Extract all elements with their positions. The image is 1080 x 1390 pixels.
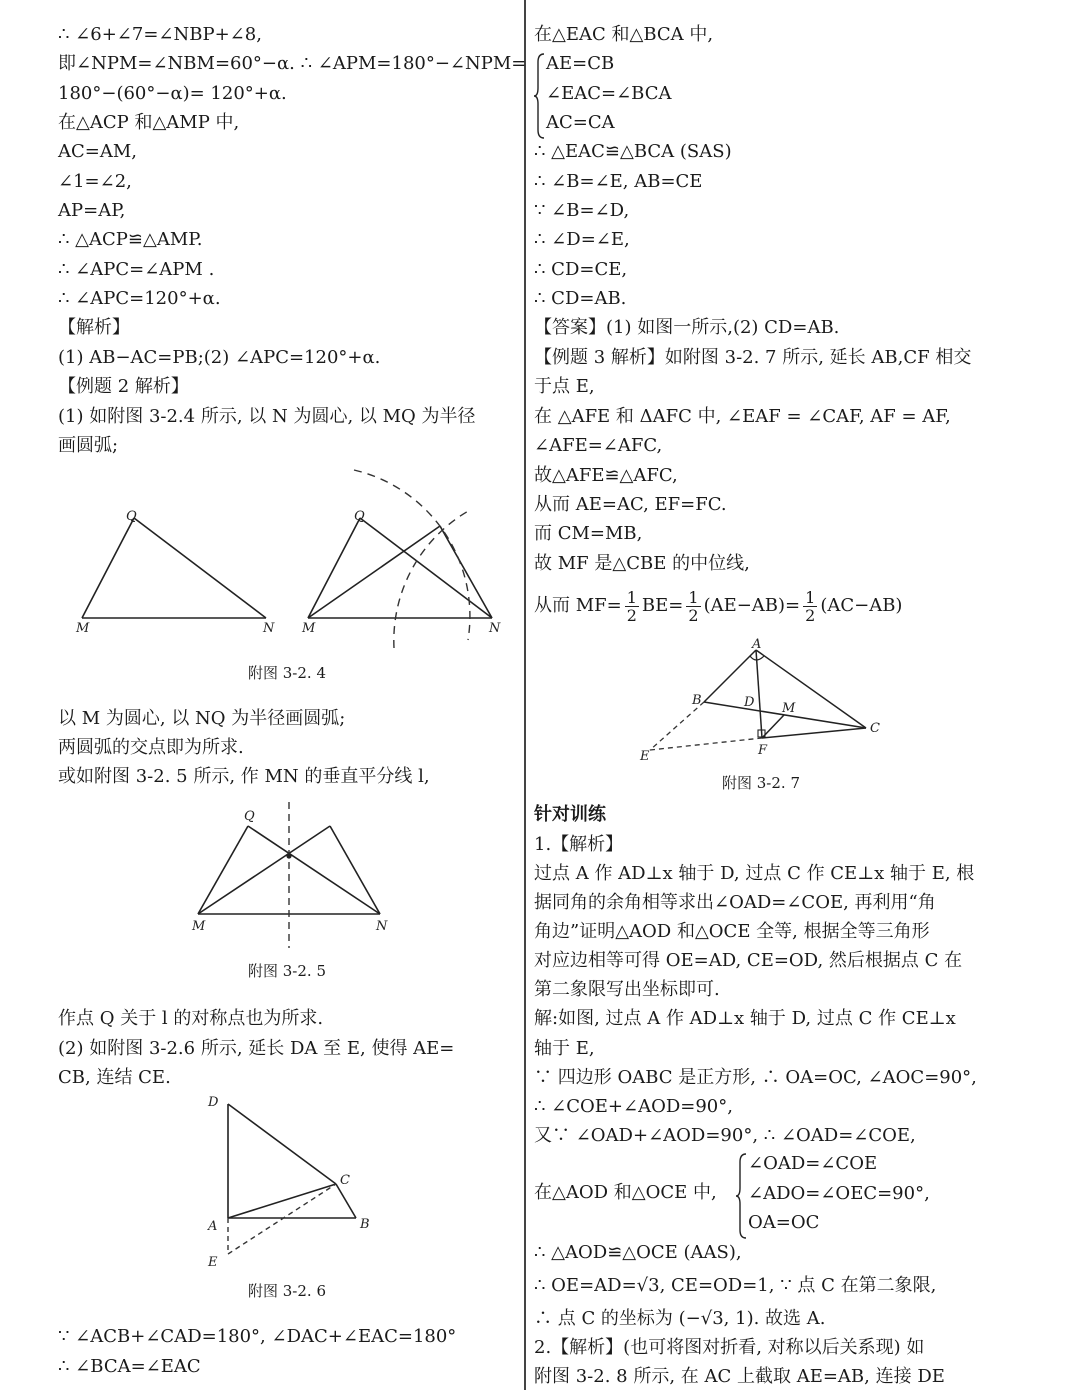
left-brace-icon — [736, 1152, 748, 1240]
text-line: 角边”证明△AOD 和△OCE 全等, 根据全等三角形 — [534, 921, 930, 942]
eq-text: 从而 MF= — [534, 595, 622, 616]
text-line: 于点 E, — [534, 376, 595, 397]
text-line: 过点 A 作 AD⊥x 轴于 D, 过点 C 作 CE⊥x 轴于 E, 根 — [534, 863, 975, 884]
text-line: 画圆弧; — [58, 435, 119, 456]
text-line: (1) 如附图 3-2.4 所示, 以 N 为圆心, 以 MQ 为半径 — [58, 406, 476, 427]
text-line: 对应边相等可得 OE=AD, CE=OD, 然后根据点 C 在 — [534, 950, 963, 971]
label-n: N — [263, 621, 275, 636]
text-line: 以 M 为圆心, 以 NQ 为半径画圆弧; — [58, 708, 346, 729]
text-line: ∴ ∠B=∠E, AB=CE — [534, 171, 703, 192]
equation-line: AE=CB — [546, 53, 615, 74]
equation-system — [534, 52, 734, 140]
section-title: 针对训练 — [534, 804, 606, 825]
equation-line: OA=OC — [748, 1212, 820, 1233]
text-line: 180°−(60°−α)= 120°+α. — [58, 83, 287, 104]
text-line: 在 △AFE 和 ΔAFC 中, ∠EAF = ∠CAF, AF = AF, — [534, 406, 951, 427]
text-line: 2.【解析】(也可将图对折看, 对称以后关系现) 如 — [534, 1337, 925, 1358]
text-line: ∵ 四边形 OABC 是正方形, ∴ OA=OC, ∠AOC=90°, — [534, 1067, 977, 1088]
equation-line: ∠EAC=∠BCA — [546, 83, 672, 104]
label-b: B — [692, 693, 702, 708]
text-line: ∴ CD=AB. — [534, 288, 627, 309]
label-n: N — [489, 621, 501, 636]
text-line: 解:如图, 过点 A 作 AD⊥x 轴于 D, 过点 C 作 CE⊥x — [534, 1008, 956, 1029]
section-heading: 【解析】 — [58, 317, 130, 338]
text-line: 故△AFE≌△AFC, — [534, 465, 678, 486]
text-line: CB, 连结 CE. — [58, 1067, 171, 1088]
label-c: C — [870, 721, 880, 736]
figure-3-2-6 — [58, 1094, 520, 1270]
text-line: (1) AB−AC=PB;(2) ∠APC=120°+α. — [58, 347, 381, 368]
answer-line: 【答案】(1) 如图一所示,(2) CD=AB. — [534, 317, 840, 338]
text-line: ∴ △ACP≌△AMP. — [58, 229, 203, 250]
text-line: ∵ ∠B=∠D, — [534, 200, 630, 221]
text-line: 第二象限写出坐标即可. — [534, 979, 720, 1000]
figure-3-2-5 — [58, 800, 520, 950]
label-m: M — [782, 701, 796, 716]
text-line: AP=AP, — [58, 200, 126, 221]
figure-caption: 附图 3-2. 5 — [248, 962, 327, 980]
label-q: Q — [354, 509, 365, 524]
figure-3-2-7 — [534, 636, 1034, 766]
eq-text: (AC−AB) — [820, 595, 903, 616]
text-line: 在△ACP 和△AMP 中, — [58, 112, 240, 133]
eq-text: BE= — [641, 595, 684, 616]
construction-right — [301, 470, 501, 648]
figure-3-2-4 — [58, 480, 520, 650]
text-line: 轴于 E, — [534, 1038, 595, 1059]
text-line: ∴ △AOD≌△OCE (AAS), — [534, 1242, 742, 1263]
label-b: B — [360, 1217, 370, 1232]
text-line: 作点 Q 关于 l 的对称点也为所求. — [58, 1008, 324, 1029]
equation-line: AC=CA — [546, 112, 615, 133]
text-line: ∴ △EAC≌△BCA (SAS) — [534, 141, 732, 162]
text-line: 或如附图 3-2. 5 所示, 作 MN 的垂直平分线 l, — [58, 766, 430, 787]
label-e: E — [640, 749, 650, 764]
eq-text: (AE−AB)= — [703, 595, 801, 616]
text-line: ∴ CD=CE, — [534, 259, 628, 280]
text-line: 两圆弧的交点即为所求. — [58, 737, 244, 758]
column-divider — [524, 0, 526, 1390]
label-e: E — [208, 1255, 218, 1270]
label-a: A — [752, 637, 762, 652]
label-c: C — [340, 1173, 350, 1188]
text-line: ∴ ∠D=∠E, — [534, 229, 630, 250]
text-line: 即∠NPM=∠NBM=60°−α. ∴ ∠APM=180°−∠NPM= — [58, 53, 527, 74]
left-brace-icon — [534, 52, 546, 140]
text-line: ∴ 点 C 的坐标为 (−√3, 1). 故选 A. — [534, 1308, 826, 1329]
label-m: M — [192, 919, 206, 934]
text-line: 故 MF 是△CBE 的中位线, — [534, 553, 750, 574]
text-line: 附图 3-2. 8 所示, 在 AC 上截取 AE=AB, 连接 DE — [534, 1366, 945, 1387]
text-line: 据同角的余角相等求出∠OAD=∠COE, 再利用“角 — [534, 892, 936, 913]
figure-caption: 附图 3-2. 4 — [248, 664, 327, 682]
figure-caption: 附图 3-2. 6 — [248, 1282, 327, 1300]
equation-line: ∠OAD=∠COE — [748, 1153, 878, 1174]
text-line: 【例题 3 解析】如附图 3-2. 7 所示, 延长 AB,CF 相交 — [534, 347, 972, 368]
text-line: 在△EAC 和△BCA 中, — [534, 24, 714, 45]
mf-equation — [534, 584, 902, 628]
fraction: $\frac{1}{2}$ — [688, 587, 699, 625]
text-line: 从而 AE=AC, EF=FC. — [534, 494, 727, 515]
label-d: D — [744, 695, 755, 710]
label-q: Q — [244, 809, 255, 824]
fraction: $\frac{1}{2}$ — [805, 587, 816, 625]
equation-line: ∠ADO=∠OEC=90°, — [748, 1183, 930, 1204]
text-line: 又∵ ∠OAD+∠AOD=90°, ∴ ∠OAD=∠COE, — [534, 1125, 916, 1146]
text-line: (2) 如附图 3-2.6 所示, 延长 DA 至 E, 使得 AE= — [58, 1038, 455, 1059]
text-line: AC=AM, — [58, 141, 138, 162]
text-line: ∴ ∠COE+∠AOD=90°, — [534, 1096, 733, 1117]
text-line: ∴ ∠6+∠7=∠NBP+∠8, — [58, 24, 262, 45]
triangle-mqn-left — [75, 509, 275, 636]
text-line: ∴ ∠BCA=∠EAC — [58, 1356, 201, 1377]
text-line: ∴ ∠APC=120°+α. — [58, 288, 221, 309]
label-m: M — [76, 621, 90, 636]
fraction: $\frac{1}{2}$ — [626, 587, 637, 625]
text-line: 在△AOD 和△OCE 中, — [534, 1182, 717, 1203]
section-heading: 【例题 2 解析】 — [58, 376, 189, 397]
label-q: Q — [126, 509, 137, 524]
text-line: ∴ OE=AD=√3, CE=OD=1, ∵ 点 C 在第二象限, — [534, 1275, 937, 1296]
text-line: 而 CM=MB, — [534, 523, 643, 544]
label-m: M — [302, 621, 316, 636]
text-line: ∴ ∠APC=∠APM . — [58, 259, 215, 280]
text-line: ∠AFE=∠AFC, — [534, 435, 663, 456]
figure-caption: 附图 3-2. 7 — [722, 774, 801, 792]
text-line: ∠1=∠2, — [58, 171, 132, 192]
equation-system — [534, 1152, 1034, 1240]
label-d: D — [208, 1095, 219, 1110]
label-a: A — [208, 1219, 218, 1234]
label-n: N — [376, 919, 388, 934]
label-f: F — [758, 743, 768, 758]
text-line: 1.【解析】 — [534, 834, 624, 855]
text-line: ∵ ∠ACB+∠CAD=180°, ∠DAC+∠EAC=180° — [58, 1326, 457, 1347]
